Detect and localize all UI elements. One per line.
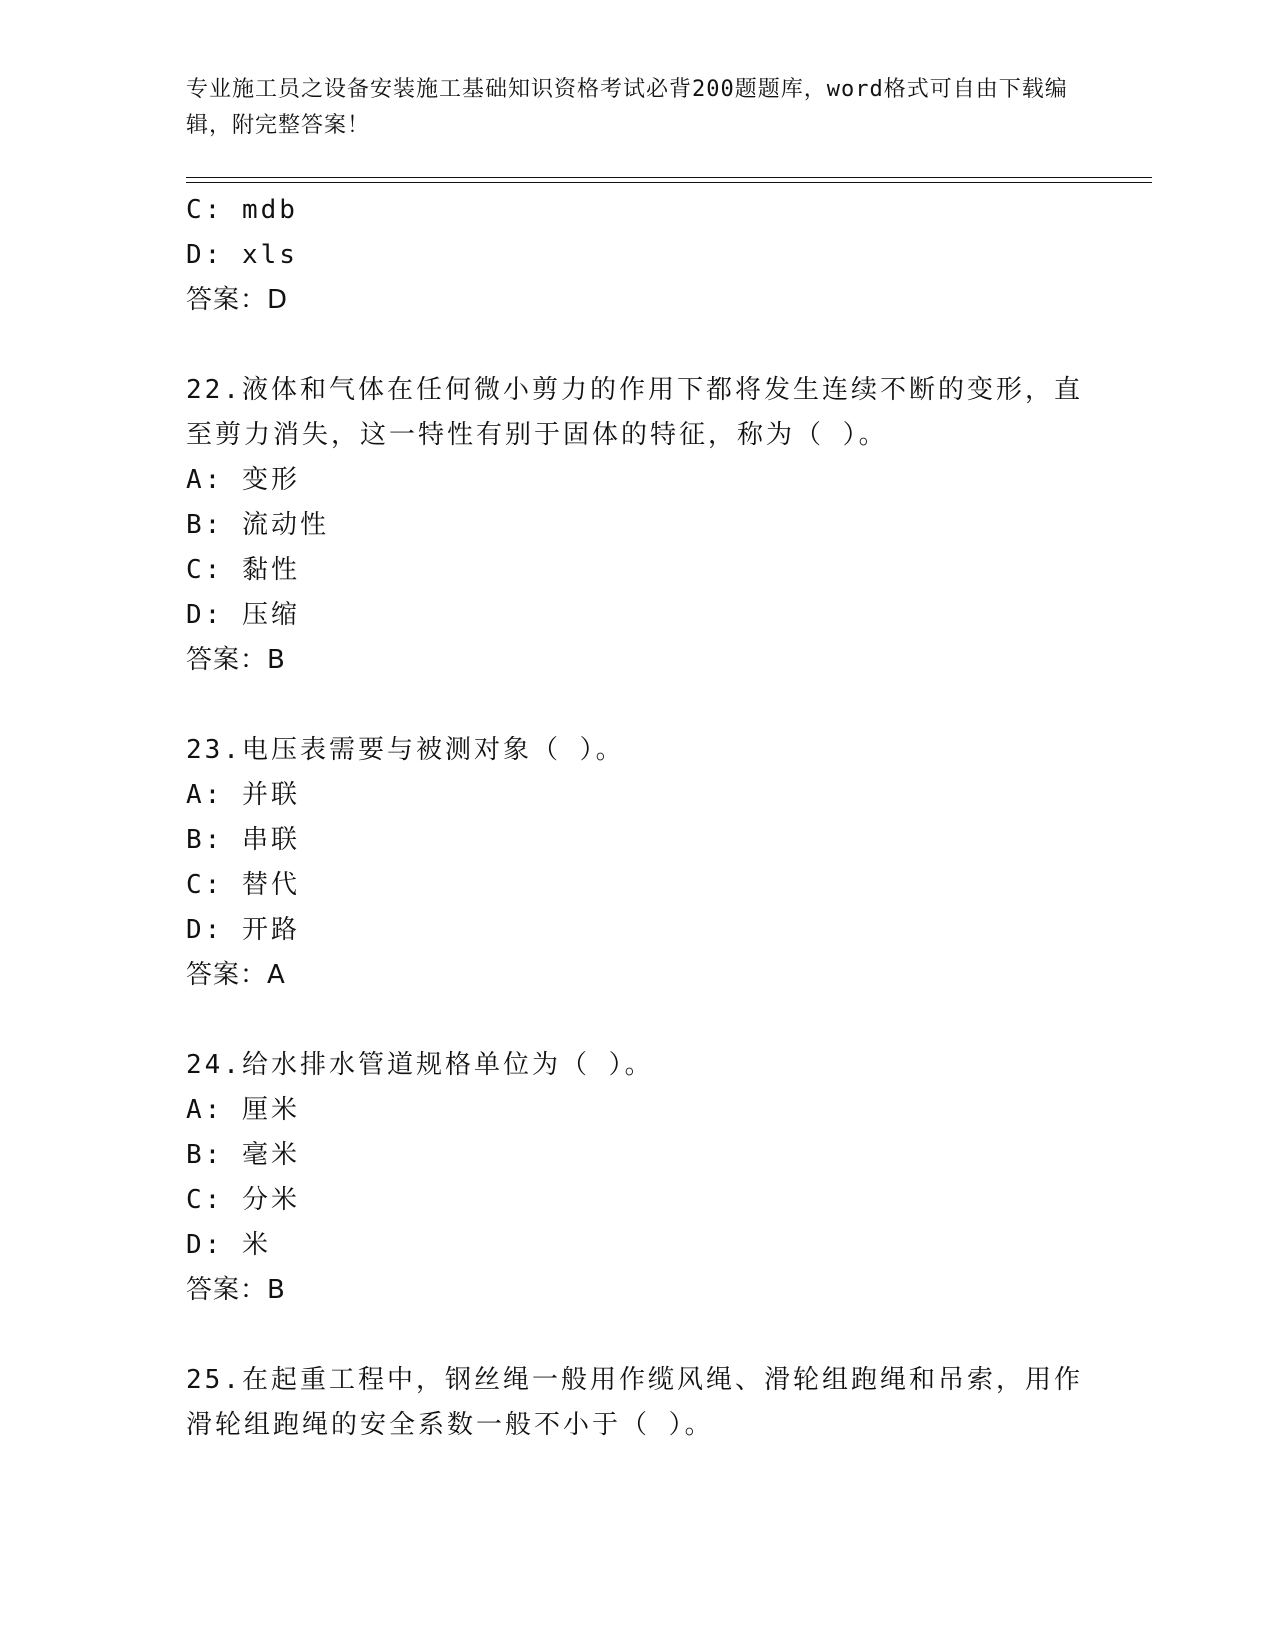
option-b: B: 串联 [186, 825, 300, 855]
option-d: D: 开路 [186, 915, 300, 945]
question-25-text: 25.在起重工程中，钢丝绳一般用作缆风绳、滑轮组跑绳和吊索，用作 [186, 1365, 1083, 1395]
option-c: C: 黏性 [186, 555, 300, 585]
question-22-text: 22.液体和气体在任何微小剪力的作用下都将发生连续不断的变形，直 [186, 375, 1083, 405]
option-d: D: 压缩 [186, 600, 300, 630]
option-c: C: 分米 [186, 1185, 300, 1215]
option-d: D: 米 [186, 1230, 271, 1260]
answer-line: 答案：A [186, 960, 286, 990]
question-25-text-cont: 滑轮组跑绳的安全系数一般不小于（ ）。 [186, 1410, 714, 1440]
option-a: A: 厘米 [186, 1095, 300, 1125]
document-header: 专业施工员之设备安装施工基础知识资格考试必背200题题库，word格式可自由下载编辑，附完整答案！ [186, 77, 1068, 138]
option-c: C: mdb [186, 195, 298, 225]
answer-line: 答案：B [186, 1275, 286, 1305]
question-22-text-cont: 至剪力消失，这一特性有别于固体的特征，称为（ ）。 [186, 420, 888, 450]
header-divider-top [186, 177, 1152, 178]
question-24-text: 24.给水排水管道规格单位为（ ）。 [186, 1050, 654, 1080]
option-c: C: 替代 [186, 870, 300, 900]
option-b: B: 流动性 [186, 510, 329, 540]
answer-line: 答案：B [186, 645, 286, 675]
question-23-text: 23.电压表需要与被测对象（ ）。 [186, 735, 625, 765]
option-a: A: 并联 [186, 780, 300, 810]
answer-line: 答案：D [186, 285, 289, 315]
option-d: D: xls [186, 240, 298, 270]
option-a: A: 变形 [186, 465, 300, 495]
option-b: B: 毫米 [186, 1140, 300, 1170]
header-divider-bottom [186, 182, 1152, 183]
